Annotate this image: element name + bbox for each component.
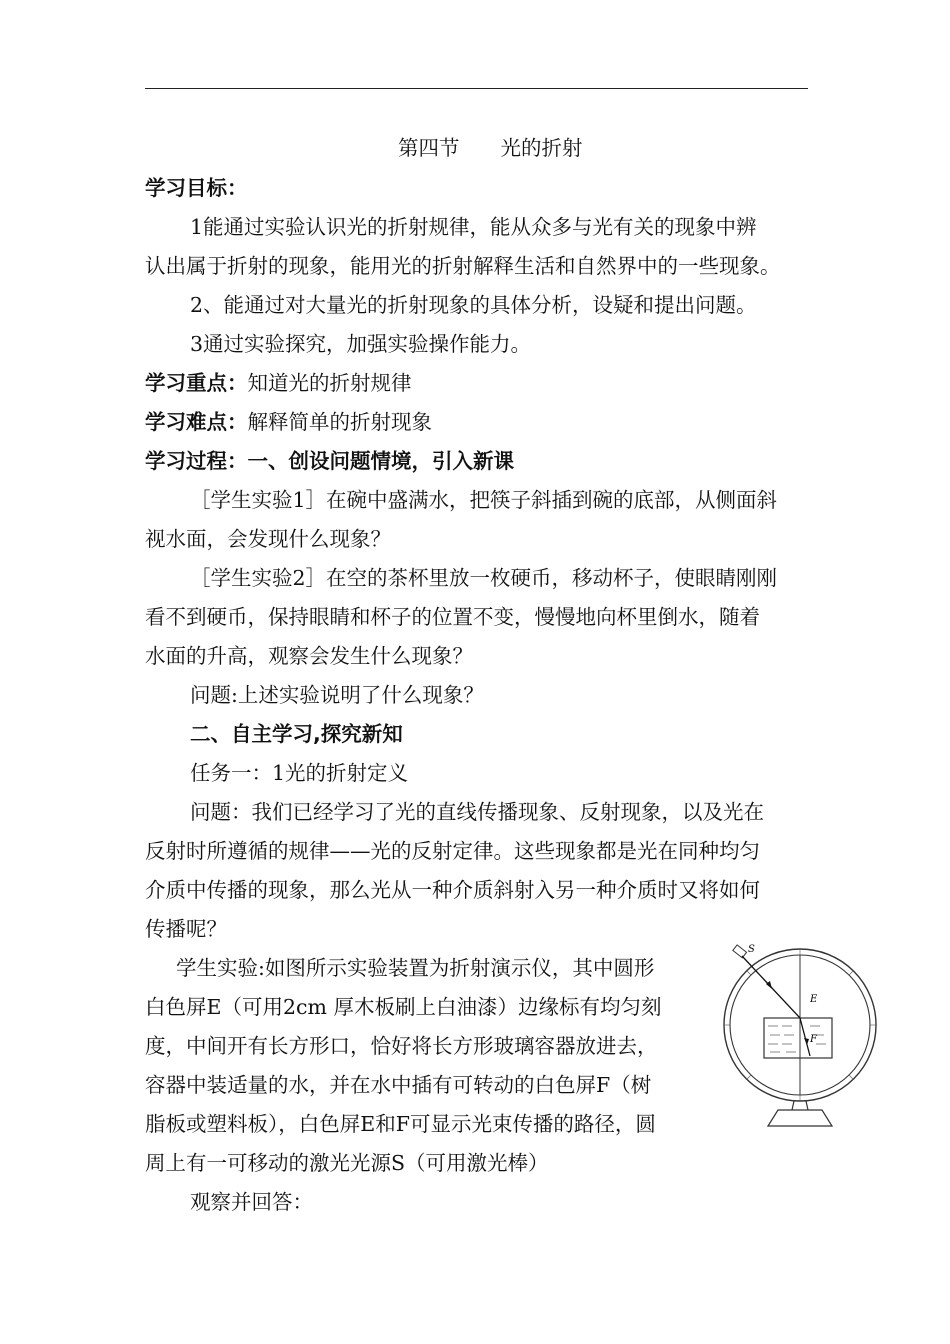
observe-and-answer: 观察并回答：: [190, 1190, 313, 1214]
objective-1-line-1: 1能通过实验认识光的折射规律，能从众多与光有关的现象中辨: [190, 215, 757, 239]
header-rule: [145, 88, 808, 89]
question-1: 问题:上述实验说明了什么现象？: [190, 683, 484, 707]
section-2-heading: 二、自主学习,探究新知: [190, 722, 403, 746]
process-heading: 学习过程：一、创设问题情境，引入新课: [145, 449, 514, 473]
objective-1-line-2: 认出属于折射的现象，能用光的折射解释生活和自然界中的一些现象。: [145, 254, 781, 278]
section-heading: 第四节 光的折射: [398, 136, 583, 160]
difficulty-text: 解释简单的折射现象: [247, 410, 432, 434]
experiment-1-line-2: 视水面，会发现什么现象？: [145, 527, 391, 551]
question-2-line-1: 问题：我们已经学习了光的直线传播现象、反射现象，以及光在: [190, 800, 764, 824]
key-point-text: 知道光的折射规律: [247, 371, 412, 395]
student-experiment-line-2: 白色屏E（可用2cm 厚木板刷上白油漆）边缘标有均匀刻: [145, 995, 662, 1019]
objective-2: 2、能通过对大量光的折射现象的具体分析，设疑和提出问题。: [190, 293, 757, 317]
student-experiment-line-6: 周上有一可移动的激光光源S（可用激光棒）: [145, 1151, 549, 1175]
source-s-label: S: [748, 944, 755, 955]
objective-3: 3通过实验探究，加强实验操作能力。: [190, 332, 532, 356]
experiment-1-line-1: ［学生实验1］在碗中盛满水，把筷子斜插到碗的底部，从侧面斜: [190, 488, 778, 512]
key-point-label: 学习重点：: [145, 371, 248, 395]
student-experiment-line-1: 学生实验:如图所示实验装置为折射演示仪，其中圆形: [176, 956, 655, 980]
student-experiment-line-5: 脂板或塑料板），白色屏E和F可显示光束传播的路径，圆: [145, 1112, 656, 1136]
question-2-line-3: 介质中传播的现象，那么光从一种介质斜射入另一种介质时又将如何: [145, 878, 760, 902]
difficulty-label: 学习难点：: [145, 410, 248, 434]
difficulty: [145, 412, 432, 433]
student-experiment-line-4: 容器中装适量的水，并在水中插有可转动的白色屏F（树: [145, 1073, 652, 1097]
student-experiment-line-3: 度，中间开有长方形口，恰好将长方形玻璃容器放进去，: [145, 1034, 658, 1058]
experiment-2-line-1: ［学生实验2］在空的茶杯里放一枚硬币，移动杯子，使眼睛刚刚: [190, 566, 778, 590]
key-point: [145, 373, 412, 394]
question-2-line-4: 传播呢？: [145, 917, 227, 941]
experiment-2-line-2: 看不到硬币，保持眼睛和杯子的位置不变，慢慢地向杯里倒水，随着: [145, 605, 760, 629]
experiment-2-line-3: 水面的升高，观察会发生什么现象？: [145, 644, 473, 668]
screen-f-label: F: [810, 1034, 817, 1045]
objectives-label: 学习目标：: [145, 176, 248, 200]
question-2-line-2: 反射时所遵循的规律——光的反射定律。这些现象都是光在同种均匀: [145, 839, 760, 863]
task-1: 任务一：1光的折射定义: [190, 761, 409, 785]
screen-e-label: E: [810, 994, 818, 1005]
refraction-demonstrator-figure: [712, 940, 877, 1128]
